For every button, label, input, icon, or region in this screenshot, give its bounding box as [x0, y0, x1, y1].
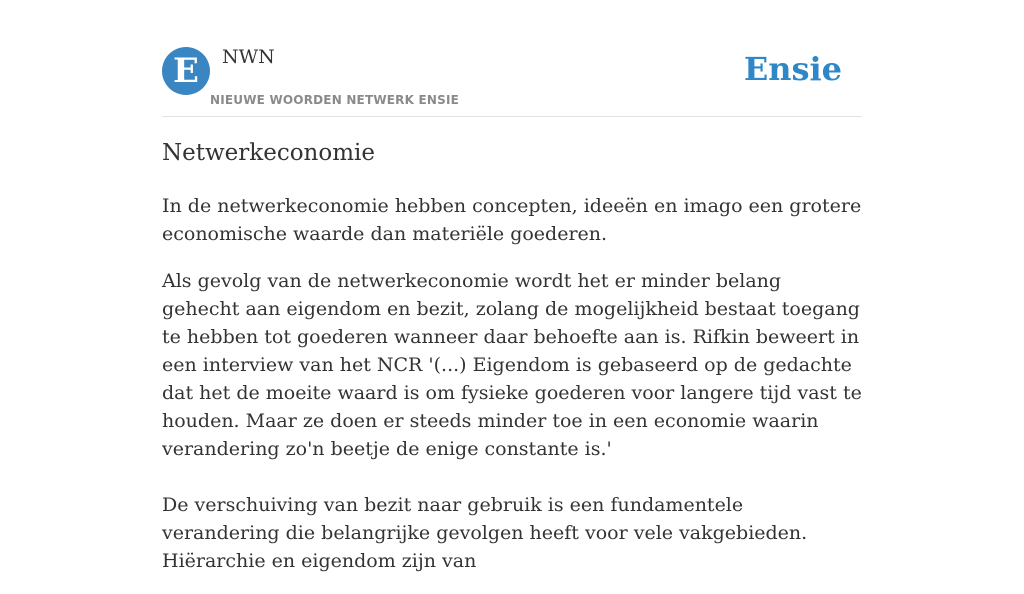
- article-title: Netwerkeconomie: [162, 140, 375, 166]
- page-container: [162, 0, 862, 572]
- site-name[interactable]: NWN: [222, 46, 275, 68]
- site-header: [162, 0, 862, 117]
- article-paragraph: De verschuiving van bezit naar gebruik is een fundamentele verandering die belangrijke gevolgen heeft voor vele vakgebieden. Hiërarchie en eigendom zijn van: [162, 494, 808, 572]
- ensie-brand-logo[interactable]: Ensie: [743, 50, 842, 88]
- article-paragraph: In de netwerkeconomie hebben concepten, ideeën en imago een grotere economische waarde dan materiële goederen.: [162, 195, 862, 245]
- site-logo[interactable]: E: [162, 47, 210, 95]
- article-paragraph: Als gevolg van de netwerkeconomie wordt het er minder belang gehecht aan eigendom en bezit, zolang de mogelijkheid bestaat toegang te hebben tot goederen wanneer daar behoefte aan is. Rifkin beweert in een interview van het NCR '(...) Eigendom is gebaseerd op de gedachte dat het de moeite waard is om fysieke goederen voor langere tijd vast te houden. Maar ze doen er steeds minder toe in een economie waarin verandering zo'n beetje de enige constante is.': [162, 270, 862, 460]
- article-body: [162, 192, 862, 594]
- site-subtitle: NIEUWE WOORDEN NETWERK ENSIE: [210, 93, 460, 107]
